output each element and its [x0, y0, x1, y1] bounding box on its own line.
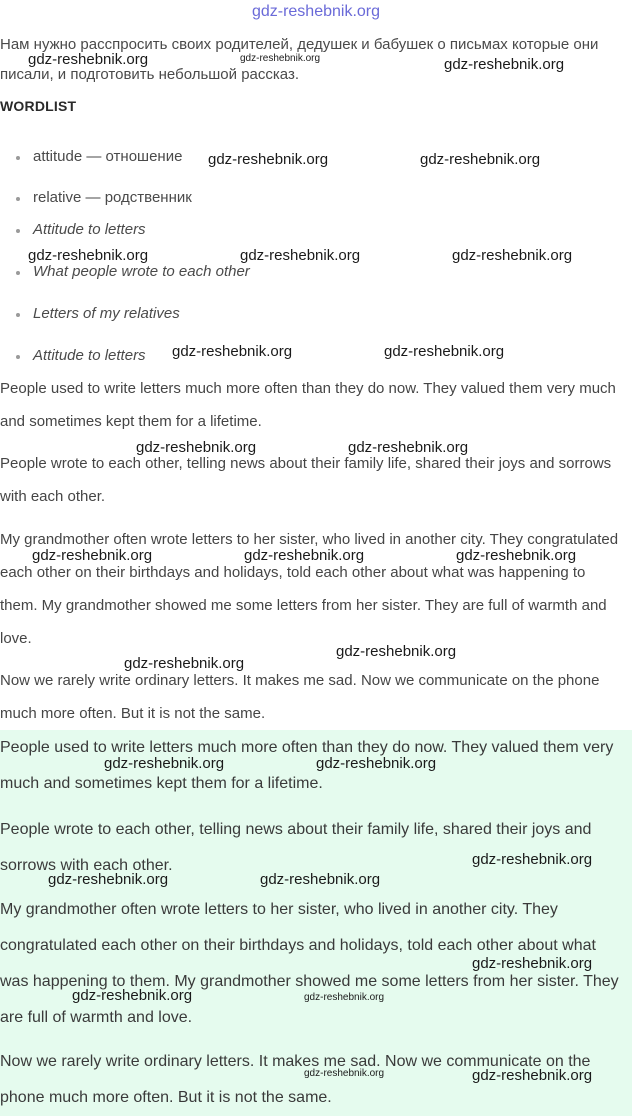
watermark: gdz-reshebnik.org: [72, 987, 193, 1004]
watermark: gdz-reshebnik.org: [48, 871, 169, 888]
watermark: gdz-reshebnik.org: [124, 655, 245, 672]
watermark: gdz-reshebnik.org: [420, 151, 541, 168]
watermark: gdz-reshebnik.org: [136, 439, 257, 456]
watermark: gdz-reshebnik.org: [472, 955, 593, 972]
watermark: gdz-reshebnik.org: [336, 643, 457, 660]
answer-box: [0, 730, 632, 1116]
watermark: gdz-reshebnik.org: [444, 56, 565, 73]
wordlist-item: Attitude to letters: [16, 343, 146, 369]
wordlist-item: relative — родственник: [16, 185, 192, 211]
answer-paragraph: People wrote to each other, telling news about their family life, shared their joys and sorrows with each other.: [0, 821, 592, 874]
story-paragraph: My grandmother often wrote letters to her sister, who lived in another city. They congratulated each other on their birthdays and holidays, told each other about what was happening to them. My grandmother showed me some letters from her sister. They are full of warmth and love.: [0, 531, 619, 647]
wordlist-heading: WORDLIST: [0, 98, 77, 114]
watermark: gdz-reshebnik.org: [172, 343, 293, 360]
watermark: gdz-reshebnik.org: [456, 547, 577, 564]
watermark: gdz-reshebnik.org: [316, 755, 437, 772]
watermark: gdz-reshebnik.org: [472, 851, 593, 868]
watermark: gdz-reshebnik.org: [452, 247, 573, 264]
watermark: gdz-reshebnik.org: [208, 151, 329, 168]
answer-paragraph: People used to write letters much more often than they do now. They valued them very much and sometimes kept them for a lifetime.: [0, 739, 614, 792]
wordlist-item: Attitude to letters: [16, 217, 146, 243]
watermark: gdz-reshebnik.org: [32, 547, 153, 564]
task-intro: Нам нужно расспросить своих родителей, дедушек и бабушек о письмах которые они писали, и подготовить небольшой рассказ.: [0, 36, 599, 83]
watermark: gdz-reshebnik.org: [304, 1068, 385, 1079]
site-header-link[interactable]: gdz-reshebnik.org: [251, 3, 381, 20]
watermark: gdz-reshebnik.org: [28, 247, 149, 264]
watermark: gdz-reshebnik.org: [384, 343, 505, 360]
story-paragraph: People wrote to each other, telling news about their family life, shared their joys and sorrows with each other.: [0, 455, 612, 505]
answer-paragraph: My grandmother often wrote letters to her sister, who lived in another city. They congratulated each other on their birthdays and holidays, told each other about what was happening to them. My grandmother showed me some letters from her sister. They are full of warmth and love.: [0, 901, 619, 1026]
watermark: gdz-reshebnik.org: [244, 547, 365, 564]
watermark: gdz-reshebnik.org: [260, 871, 381, 888]
story-paragraph: Now we rarely write ordinary letters. It makes me sad. Now we communicate on the phone much more often. But it is not the same.: [0, 672, 600, 722]
watermark: gdz-reshebnik.org: [240, 247, 361, 264]
watermark: gdz-reshebnik.org: [240, 53, 321, 64]
watermark: gdz-reshebnik.org: [304, 992, 385, 1003]
watermark: gdz-reshebnik.org: [472, 1067, 593, 1084]
watermark: gdz-reshebnik.org: [28, 51, 149, 68]
wordlist-item: attitude — отношение: [16, 144, 182, 170]
watermark: gdz-reshebnik.org: [348, 439, 469, 456]
wordlist-item: Letters of my relatives: [16, 301, 180, 327]
wordlist-item: What people wrote to each other: [16, 259, 250, 285]
watermark: gdz-reshebnik.org: [104, 755, 225, 772]
story-paragraph: People used to write letters much more often than they do now. They valued them very much and sometimes kept them for a lifetime.: [0, 380, 616, 430]
answer-paragraph: Now we rarely write ordinary letters. It makes me sad. Now we communicate on the phone much more often. But it is not the same.: [0, 1053, 591, 1106]
